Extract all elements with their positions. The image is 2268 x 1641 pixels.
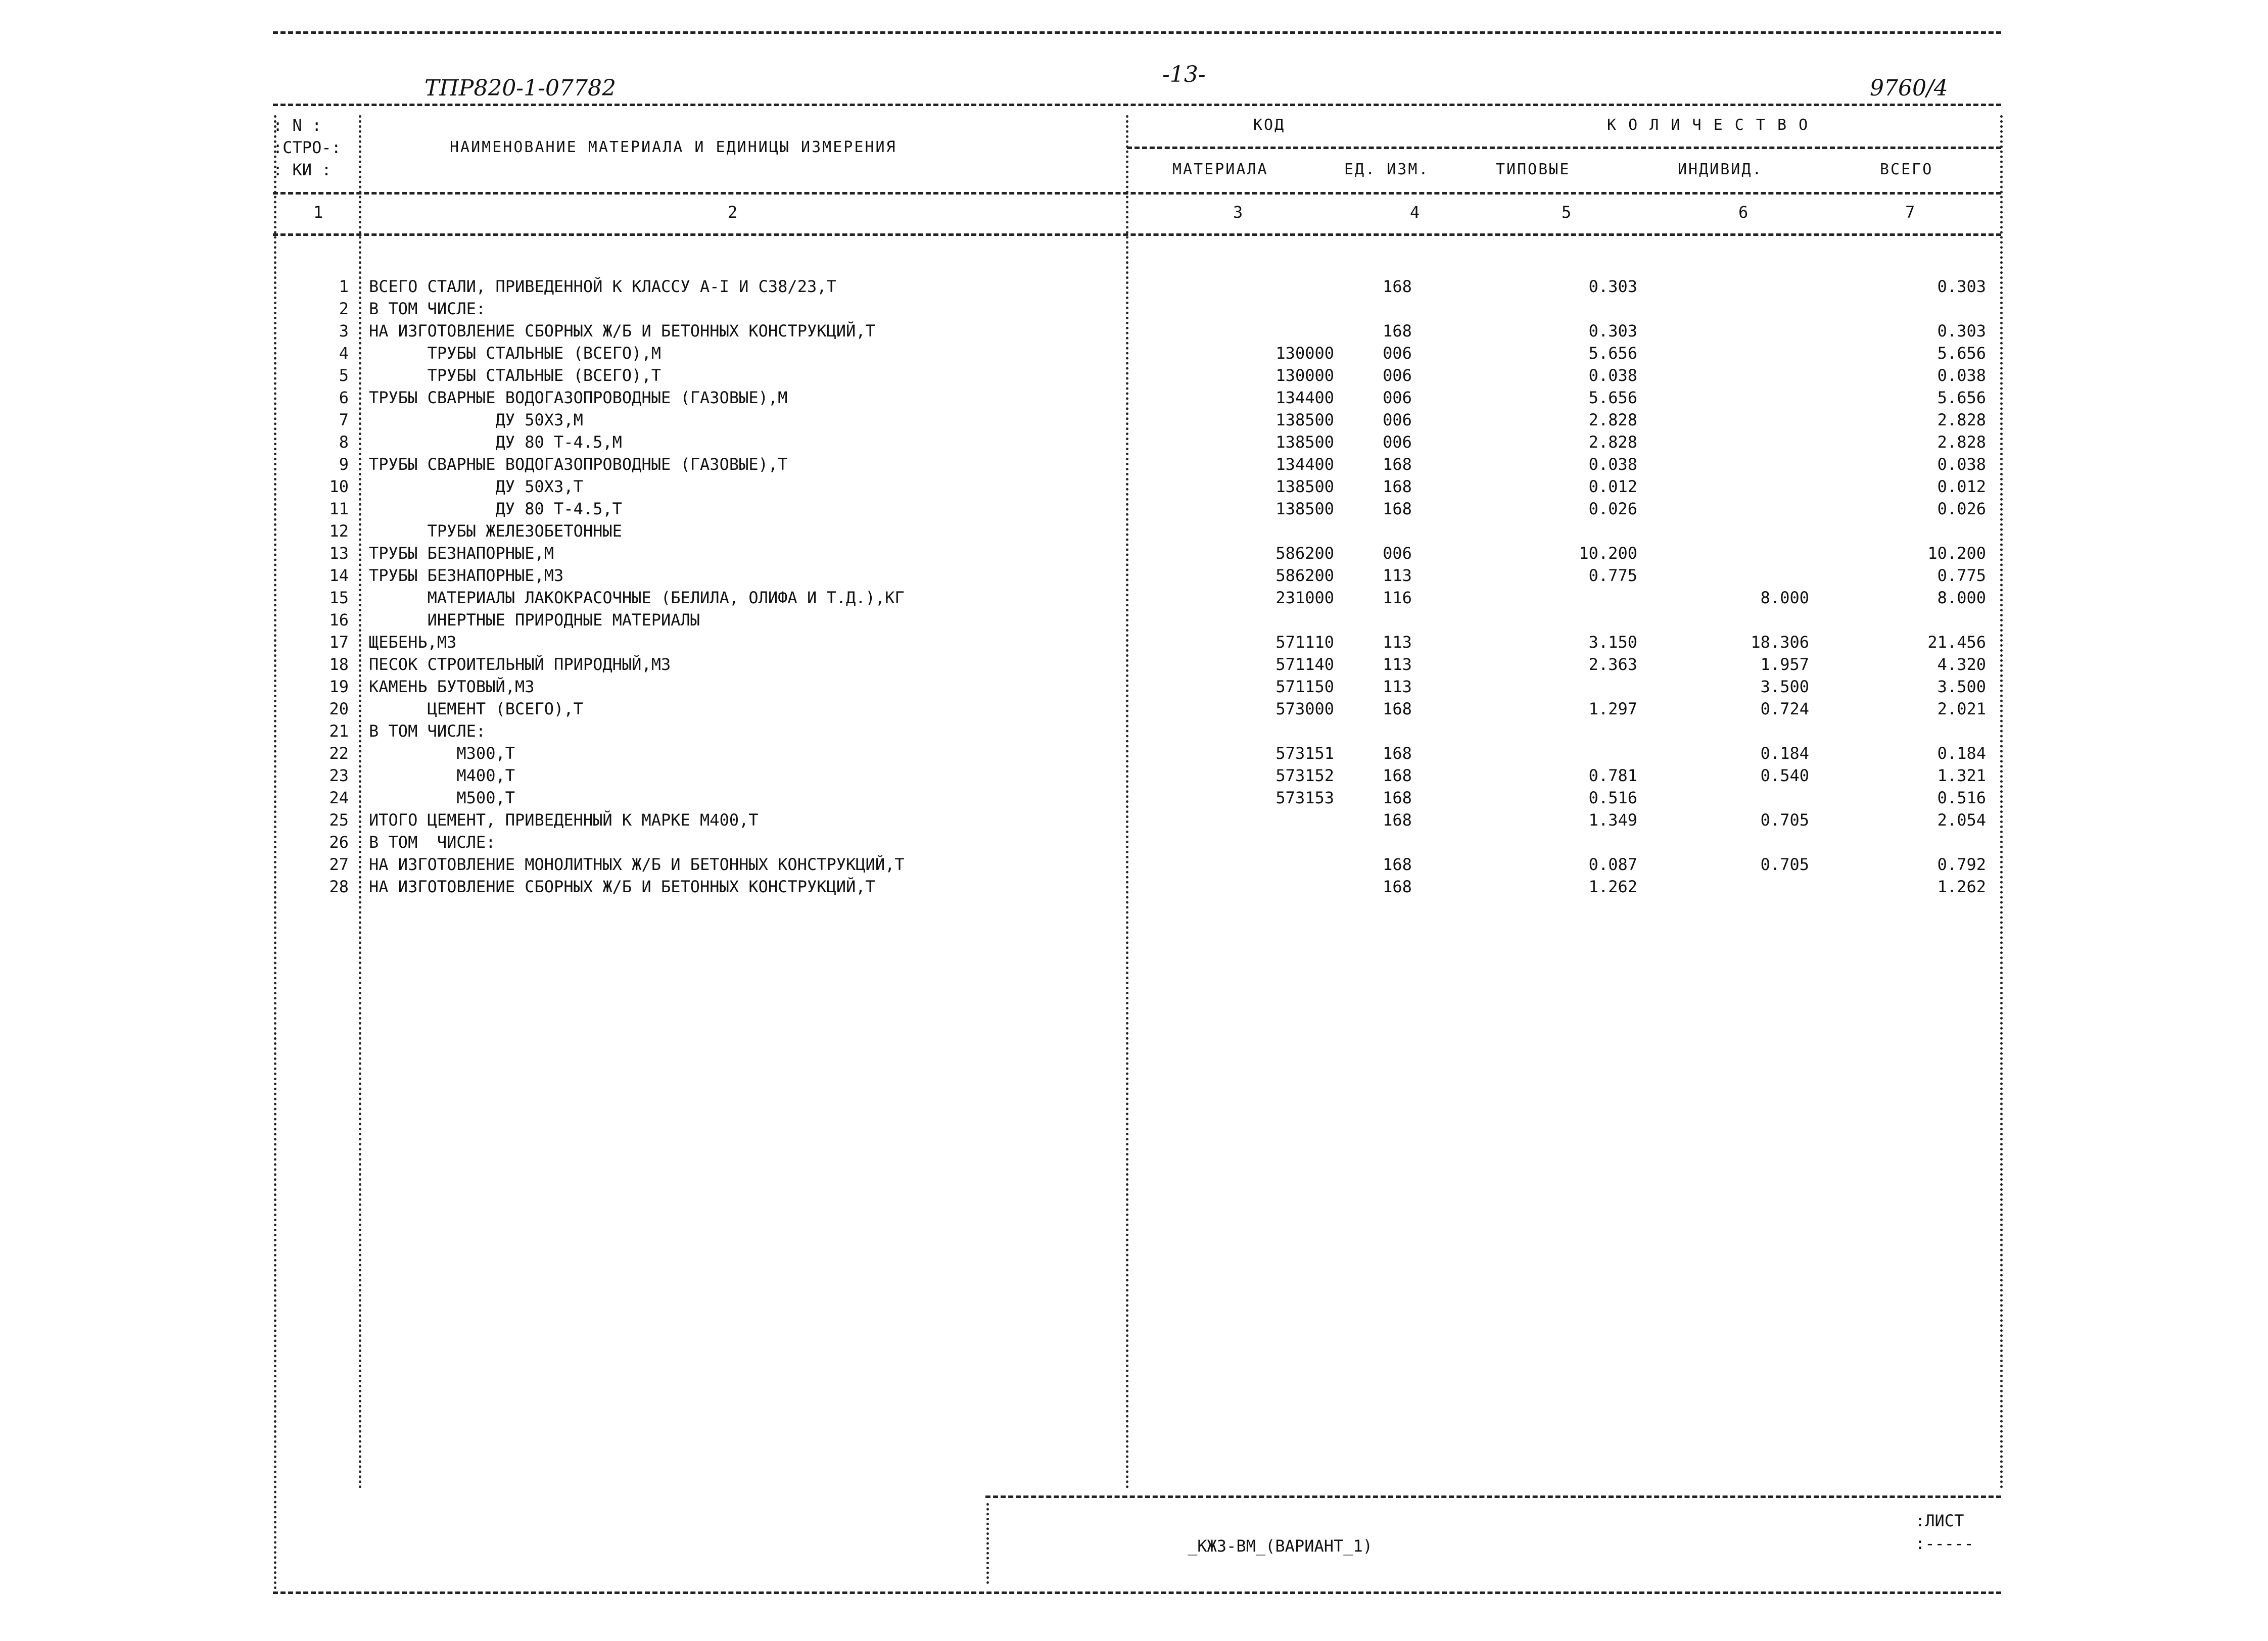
total-qty: 0.516	[1937, 788, 1986, 807]
col-quantity-header: К О Л И Ч Е С Т В О	[1607, 116, 1810, 134]
row-number: 24	[329, 788, 349, 807]
material-name: ТРУБЫ ЖЕЛЕЗОБЕТОННЫЕ	[369, 521, 622, 541]
total-qty: 2.054	[1937, 810, 1986, 830]
material-code: 573000	[1275, 699, 1334, 718]
total-qty: 1.262	[1937, 877, 1986, 896]
total-qty: 0.303	[1937, 277, 1986, 296]
total-qty: 10.200	[1927, 544, 1986, 563]
material-code: 571140	[1275, 655, 1334, 674]
sheet-label: :ЛИСТ	[1915, 1511, 1964, 1530]
typical-qty: 0.038	[1588, 366, 1637, 385]
material-code: 130000	[1275, 344, 1334, 363]
total-qty: 2.828	[1937, 432, 1986, 452]
row-number: 28	[329, 877, 349, 896]
total-qty: 0.303	[1937, 321, 1986, 341]
material-name: ТРУБЫ СТАЛЬНЫЕ (ВСЕГО),М	[369, 344, 661, 363]
row-number: 3	[339, 321, 349, 341]
typical-qty: 2.363	[1588, 655, 1637, 674]
material-name: В ТОМ ЧИСЛЕ:	[369, 721, 486, 741]
material-name: ТРУБЫ БЕЗНАПОРНЫЕ,М	[369, 544, 554, 563]
typical-qty: 0.781	[1588, 766, 1637, 785]
typical-qty: 0.087	[1588, 855, 1637, 874]
row-number: 22	[329, 744, 349, 763]
individual-qty: 1.957	[1760, 655, 1809, 674]
total-qty: 5.656	[1937, 344, 1986, 363]
typical-qty: 1.262	[1588, 877, 1637, 896]
row-number: 26	[329, 833, 349, 852]
col-name-header: НАИМЕНОВАНИЕ МАТЕРИАЛА И ЕДИНИЦЫ ИЗМЕРЕНИЯ	[450, 138, 897, 156]
row-number: 8	[339, 432, 349, 452]
unit-code: 168	[1383, 766, 1412, 785]
col-typical-header: ТИПОВЫЕ	[1496, 161, 1571, 178]
typical-qty: 5.656	[1588, 388, 1637, 407]
total-qty: 5.656	[1937, 388, 1986, 407]
typical-qty: 0.303	[1588, 321, 1637, 341]
total-qty: 3.500	[1937, 677, 1986, 696]
material-name: НА ИЗГОТОВЛЕНИЕ СБОРНЫХ Ж/Б И БЕТОННЫХ КОНСТРУКЦИЙ,Т	[369, 321, 875, 341]
material-code: 231000	[1275, 588, 1334, 607]
unit-code: 168	[1383, 321, 1412, 341]
individual-qty: 3.500	[1760, 677, 1809, 696]
material-code: 134400	[1275, 455, 1334, 474]
material-code: 134400	[1275, 388, 1334, 407]
col-num-4: 4	[1410, 203, 1420, 222]
material-code: 586200	[1275, 544, 1334, 563]
individual-qty: 0.724	[1760, 699, 1809, 718]
col-num-5: 5	[1562, 203, 1572, 222]
unit-code: 168	[1383, 877, 1412, 896]
col-num-7: 7	[1905, 203, 1915, 222]
material-name: НА ИЗГОТОВЛЕНИЕ СБОРНЫХ Ж/Б И БЕТОННЫХ КОНСТРУКЦИЙ,Т	[369, 877, 875, 896]
material-name: ВСЕГО СТАЛИ, ПРИВЕДЕННОЙ К КЛАССУ А-I И С38/23,Т	[369, 277, 836, 296]
unit-code: 168	[1383, 477, 1412, 496]
top-rule	[273, 31, 2001, 34]
col-material-header: МАТЕРИАЛА	[1172, 161, 1268, 178]
typical-qty: 0.775	[1588, 566, 1637, 585]
total-qty: 4.320	[1937, 655, 1986, 674]
header-mid-rule	[1127, 147, 2001, 149]
col-individual-header: ИНДИВИД.	[1678, 161, 1763, 178]
typical-qty: 2.828	[1588, 432, 1637, 452]
total-qty: 8.000	[1937, 588, 1986, 607]
material-name: М400,Т	[369, 766, 515, 785]
unit-code: 168	[1383, 277, 1412, 296]
typical-qty: 5.656	[1588, 344, 1637, 363]
row-number: 23	[329, 766, 349, 785]
material-name: ЦЕМЕНТ (ВСЕГО),Т	[369, 699, 583, 718]
row-number: 16	[329, 610, 349, 630]
bottom-rule	[273, 1591, 2001, 1594]
row-number: 13	[329, 544, 349, 563]
typical-qty: 0.012	[1588, 477, 1637, 496]
material-name: ИНЕРТНЫЕ ПРИРОДНЫЕ МАТЕРИАЛЫ	[369, 610, 700, 630]
material-name: НА ИЗГОТОВЛЕНИЕ МОНОЛИТНЫХ Ж/Б И БЕТОННЫХ КОНСТРУКЦИЙ,Т	[369, 855, 905, 874]
row-number: 11	[329, 499, 349, 518]
material-name: В ТОМ ЧИСЛЕ:	[369, 833, 496, 852]
material-code: 571110	[1275, 633, 1334, 652]
row-number: 25	[329, 810, 349, 830]
col-n-line2: :СТРО-:	[273, 138, 341, 157]
unit-code: 113	[1383, 655, 1412, 674]
row-number: 6	[339, 388, 349, 407]
total-qty: 0.184	[1937, 744, 1986, 763]
total-qty: 0.775	[1937, 566, 1986, 585]
material-name: ТРУБЫ СВАРНЫЕ ВОДОГАЗОПРОВОДНЫЕ (ГАЗОВЫЕ),М	[369, 388, 788, 407]
page-number: -13-	[1162, 62, 1206, 87]
individual-qty: 8.000	[1760, 588, 1809, 607]
material-code: 571150	[1275, 677, 1334, 696]
typical-qty: 1.349	[1588, 810, 1637, 830]
row-number: 18	[329, 655, 349, 674]
row-number: 27	[329, 855, 349, 874]
total-qty: 0.038	[1937, 366, 1986, 385]
unit-code: 113	[1383, 633, 1412, 652]
total-qty: 21.456	[1927, 633, 1986, 652]
unit-code: 113	[1383, 677, 1412, 696]
individual-qty: 0.705	[1760, 810, 1809, 830]
individual-qty: 0.540	[1760, 766, 1809, 785]
sheet-ref: 9760/4	[1870, 75, 1948, 101]
n-column-separator	[359, 115, 361, 1489]
typical-qty: 0.303	[1588, 277, 1637, 296]
total-qty: 2.828	[1937, 410, 1986, 429]
material-code: 138500	[1275, 410, 1334, 429]
unit-code: 006	[1383, 432, 1412, 452]
material-code: 573152	[1275, 766, 1334, 785]
col-total-header: ВСЕГО	[1880, 161, 1933, 178]
footer-left-border	[986, 1503, 989, 1584]
row-number: 5	[339, 366, 349, 385]
total-qty: 1.321	[1937, 766, 1986, 785]
col-n-line1: : N :	[273, 116, 322, 135]
header-bottom-rule	[273, 192, 2001, 195]
name-column-separator	[1126, 115, 1128, 1489]
unit-code: 006	[1383, 366, 1412, 385]
unit-code: 168	[1383, 744, 1412, 763]
material-name: ИТОГО ЦЕМЕНТ, ПРИВЕДЕННЫЙ К МАРКЕ М400,Т	[369, 810, 759, 830]
material-code: 586200	[1275, 566, 1334, 585]
col-num-2: 2	[728, 203, 738, 222]
unit-code: 168	[1383, 699, 1412, 718]
row-number: 14	[329, 566, 349, 585]
unit-code: 168	[1383, 455, 1412, 474]
row-number: 12	[329, 521, 349, 541]
col-unit-header: ЕД. ИЗМ.	[1344, 161, 1430, 178]
numbers-bottom-rule	[273, 233, 2001, 236]
unit-code: 006	[1383, 544, 1412, 563]
material-code: 573153	[1275, 788, 1334, 807]
unit-code: 006	[1383, 388, 1412, 407]
material-name: ЩЕБЕНЬ,М3	[369, 633, 457, 652]
material-code: 138500	[1275, 432, 1334, 452]
material-name: МАТЕРИАЛЫ ЛАКОКРАСОЧНЫЕ (БЕЛИЛА, ОЛИФА И Т.Д.),КГ	[369, 588, 905, 607]
col-num-1: 1	[313, 203, 323, 222]
material-name: ТРУБЫ БЕЗНАПОРНЫЕ,М3	[369, 566, 564, 585]
typical-qty: 10.200	[1579, 544, 1637, 563]
material-code: 138500	[1275, 477, 1334, 496]
typical-qty: 0.026	[1588, 499, 1637, 518]
material-name: М300,Т	[369, 744, 515, 763]
row-number: 17	[329, 633, 349, 652]
material-code: 138500	[1275, 499, 1334, 518]
left-border	[274, 115, 276, 1596]
row-number: 20	[329, 699, 349, 718]
col-n-line3: : КИ :	[273, 160, 332, 179]
individual-qty: 18.306	[1751, 633, 1809, 652]
unit-code: 168	[1383, 788, 1412, 807]
typical-qty: 0.038	[1588, 455, 1637, 474]
col-num-6: 6	[1738, 203, 1749, 222]
row-number: 21	[329, 721, 349, 741]
material-name: КАМЕНЬ БУТОВЫЙ,М3	[369, 677, 535, 696]
doc-code: ТПР820-1-07782	[424, 75, 617, 101]
individual-qty: 0.184	[1760, 744, 1809, 763]
right-border	[2000, 115, 2003, 1489]
typical-qty: 2.828	[1588, 410, 1637, 429]
material-name: ПЕСОК СТРОИТЕЛЬНЫЙ ПРИРОДНЫЙ,М3	[369, 655, 671, 674]
material-code: 130000	[1275, 366, 1334, 385]
material-name: ДУ 80 Т-4.5,М	[369, 432, 622, 452]
unit-code: 006	[1383, 410, 1412, 429]
col-num-3: 3	[1233, 203, 1243, 222]
total-qty: 0.012	[1937, 477, 1986, 496]
total-qty: 0.038	[1937, 455, 1986, 474]
unit-code: 113	[1383, 566, 1412, 585]
row-number: 2	[339, 299, 349, 318]
material-name: ДУ 50Х3,Т	[369, 477, 583, 496]
typical-qty: 1.297	[1588, 699, 1637, 718]
row-number: 10	[329, 477, 349, 496]
material-name: ДУ 50Х3,М	[369, 410, 583, 429]
individual-qty: 0.705	[1760, 855, 1809, 874]
total-qty: 2.021	[1937, 699, 1986, 718]
material-name: ТРУБЫ СТАЛЬНЫЕ (ВСЕГО),Т	[369, 366, 661, 385]
unit-code: 168	[1383, 810, 1412, 830]
row-number: 4	[339, 344, 349, 363]
row-number: 15	[329, 588, 349, 607]
material-name: ТРУБЫ СВАРНЫЕ ВОДОГАЗОПРОВОДНЫЕ (ГАЗОВЫЕ),Т	[369, 455, 788, 474]
material-name: ДУ 80 Т-4.5,Т	[369, 499, 622, 518]
unit-code: 168	[1383, 499, 1412, 518]
material-name: В ТОМ ЧИСЛЕ:	[369, 299, 486, 318]
total-qty: 0.026	[1937, 499, 1986, 518]
sheet-value: :-----	[1915, 1534, 1974, 1553]
row-number: 1	[339, 277, 349, 296]
row-number: 7	[339, 410, 349, 429]
material-name: М500,Т	[369, 788, 515, 807]
row-number: 19	[329, 677, 349, 696]
unit-code: 168	[1383, 855, 1412, 874]
typical-qty: 0.516	[1588, 788, 1637, 807]
row-number: 9	[339, 455, 349, 474]
typical-qty: 3.150	[1588, 633, 1637, 652]
unit-code: 116	[1383, 588, 1412, 607]
col-code-header: КОД	[1253, 116, 1286, 134]
unit-code: 006	[1383, 344, 1412, 363]
total-qty: 0.792	[1937, 855, 1986, 874]
material-code: 573151	[1275, 744, 1334, 763]
header-rule	[273, 104, 2001, 106]
variant-label: _КЖ3-ВМ_(ВАРИАНТ_1)	[1188, 1536, 1373, 1556]
footer-top-rule	[985, 1495, 2001, 1498]
